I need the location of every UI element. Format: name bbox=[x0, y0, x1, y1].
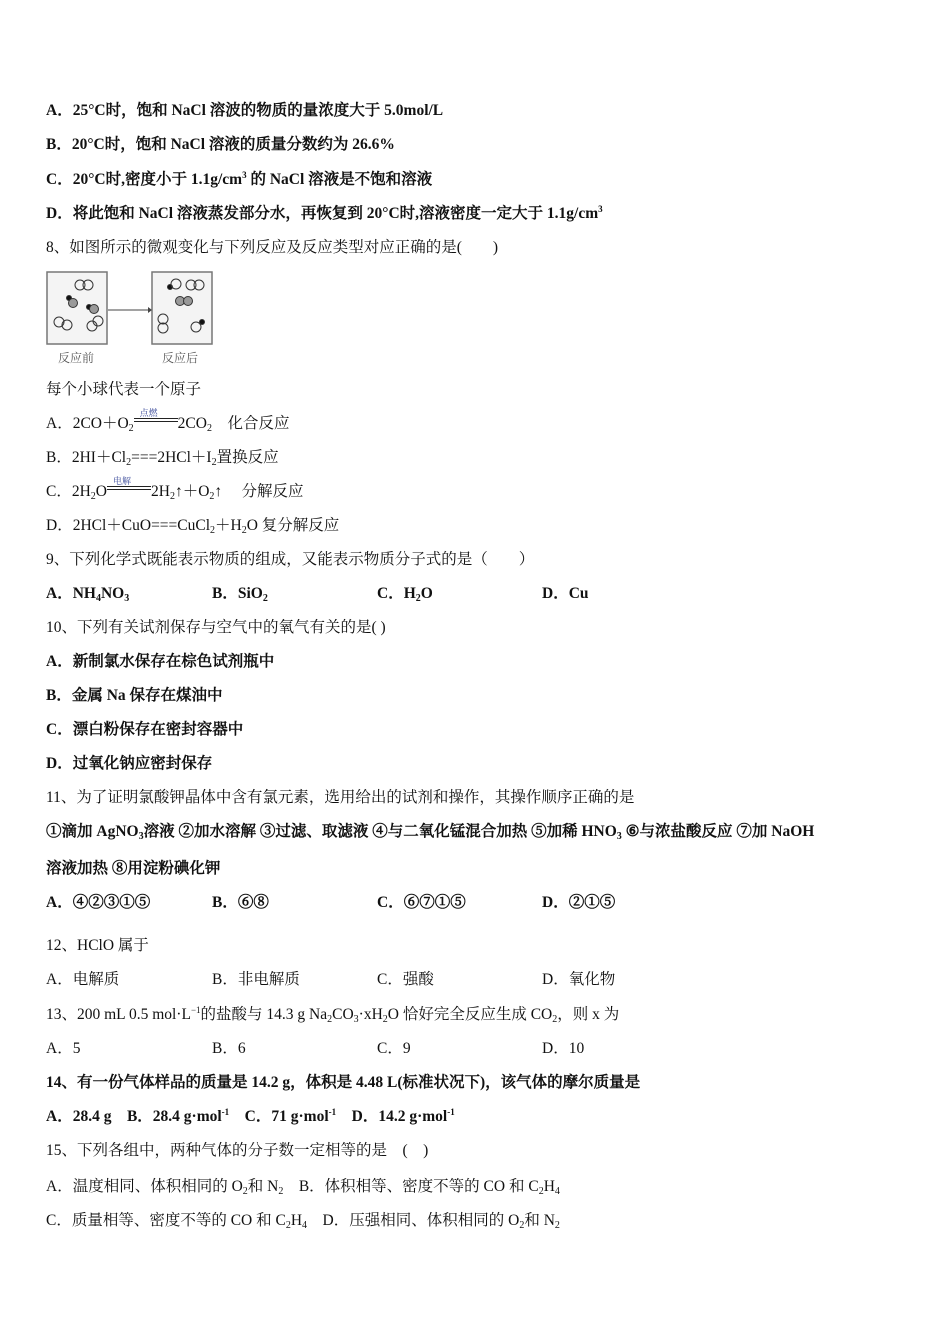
text-segment: ↑＋O bbox=[174, 483, 210, 500]
subscript: 3 bbox=[616, 831, 622, 842]
text-segment: C．9 bbox=[377, 1040, 411, 1057]
text-segment: C．H bbox=[377, 585, 416, 602]
text-segment: A．2CO＋O bbox=[46, 415, 129, 432]
text-segment: O 复分解反应 bbox=[246, 517, 340, 534]
text-segment: 每个小球代表一个原子 bbox=[46, 381, 202, 398]
superscript: -1 bbox=[221, 1107, 230, 1117]
text-line bbox=[46, 1107, 455, 1127]
text-segment: A．④②③①⑤ bbox=[46, 894, 151, 911]
text-line bbox=[46, 1005, 619, 1025]
text-segment: B．体积相等、密度不等的 CO 和 C bbox=[283, 1178, 539, 1195]
after-label: 反应后 bbox=[162, 351, 199, 365]
text-segment: C．⑥⑦①⑤ bbox=[377, 894, 466, 911]
subscript: 2 bbox=[327, 1014, 333, 1025]
superscript: 3 bbox=[242, 170, 247, 180]
superscript: -1 bbox=[447, 1107, 455, 1117]
text-segment: CO bbox=[332, 1006, 354, 1023]
text-segment: A．新制氯水保存在棕色试剂瓶中 bbox=[46, 653, 275, 670]
text-segment: 10、下列有关试剂保存与空气中的氧气有关的是( ) bbox=[46, 619, 386, 636]
text-line bbox=[46, 970, 119, 990]
text-line bbox=[46, 516, 339, 536]
text-line bbox=[46, 409, 290, 434]
text-line bbox=[46, 135, 395, 155]
reaction-condition bbox=[134, 409, 178, 428]
text-line bbox=[46, 720, 243, 740]
subscript: 2 bbox=[519, 1220, 525, 1231]
subscript: 2 bbox=[169, 491, 175, 502]
answer-option bbox=[542, 893, 615, 913]
text-segment: O bbox=[420, 585, 433, 602]
text-segment: D．压强相同、体积相同的 O bbox=[307, 1212, 520, 1229]
subscript: 4 bbox=[95, 593, 101, 604]
subscript: 2 bbox=[285, 1220, 291, 1231]
text-segment: C．71 g·mol bbox=[229, 1108, 329, 1125]
text-line bbox=[46, 618, 386, 638]
text-segment: 溶液 ②加水溶解 ③过滤、取滤液 ④与二氧化锰混合加热 ⑤加稀 HNO bbox=[143, 823, 617, 840]
text-segment: A．5 bbox=[46, 1040, 81, 1057]
text-segment: D．将此饱和 NaCl 溶液蒸发部分水，再恢复到 20°C时,溶液密度一定大于 1.1g/cm bbox=[46, 205, 599, 222]
text-segment: A．25°C时，饱和 NaCl 溶波的物质的量浓度大于 5.0mol/L bbox=[46, 102, 444, 119]
text-line bbox=[46, 859, 220, 879]
answer-option bbox=[212, 893, 269, 913]
text-segment: C．漂白粉保存在密封容器中 bbox=[46, 721, 244, 738]
answer-option bbox=[542, 970, 615, 990]
text-line bbox=[46, 1141, 428, 1161]
text-segment: D．10 bbox=[542, 1040, 585, 1057]
text-segment: C．质量相等、密度不等的 CO 和 C bbox=[46, 1212, 286, 1229]
text-line bbox=[46, 754, 212, 774]
text-line bbox=[46, 477, 304, 502]
condition-label: 电解 bbox=[113, 477, 132, 487]
subscript: 2 bbox=[242, 1186, 248, 1197]
text-segment: O 恰好完全反应生成 CO bbox=[387, 1006, 553, 1023]
subscript: 2 bbox=[128, 423, 134, 434]
equals-sign bbox=[107, 486, 151, 490]
superscript: -1 bbox=[328, 1107, 337, 1117]
text-segment: 13、200 mL 0.5 mol·L bbox=[46, 1006, 191, 1023]
subscript: 2 bbox=[210, 525, 216, 536]
text-segment: B．SiO bbox=[212, 585, 263, 602]
subscript: 2 bbox=[126, 457, 132, 468]
text-segment: 14、有一份气体样品的质量是 14.2 g，体积是 4.48 L(标准状况下)，该气体的摩尔质量是 bbox=[46, 1074, 641, 1091]
text-line bbox=[46, 170, 432, 190]
text-segment: C．20°C时,密度小于 1.1g/cm bbox=[46, 171, 243, 188]
text-segment: B．20°C时，饱和 NaCl 溶液的质量分数约为 26.6% bbox=[46, 136, 395, 153]
text-segment: ，则 x 为 bbox=[557, 1006, 620, 1023]
text-segment: 9、下列化学式既能表示物质的组成，又能表示物质分子式的是（ ） bbox=[46, 551, 535, 568]
answer-option bbox=[212, 1039, 246, 1059]
text-segment: C．2H bbox=[46, 483, 91, 500]
text-line bbox=[46, 101, 443, 121]
text-segment: 15、下列各组中，两种气体的分子数一定相等的是 ( ) bbox=[46, 1142, 429, 1159]
subscript: 2 bbox=[262, 593, 268, 604]
text-segment: 和 N bbox=[247, 1178, 279, 1195]
text-segment: A．电解质 bbox=[46, 971, 120, 988]
text-segment: D．Cu bbox=[542, 585, 589, 602]
arrow-icon bbox=[108, 307, 152, 313]
subscript: 2 bbox=[241, 525, 247, 536]
text-line bbox=[46, 686, 223, 706]
subscript: 4 bbox=[554, 1186, 560, 1197]
answer-option bbox=[377, 893, 466, 913]
answer-option bbox=[542, 584, 589, 604]
subscript: 2 bbox=[206, 423, 212, 434]
text-segment: 置换反应 bbox=[216, 449, 279, 466]
text-segment: 的盐酸与 14.3 g Na bbox=[200, 1006, 328, 1023]
answer-option bbox=[542, 1039, 584, 1059]
text-line bbox=[46, 550, 534, 570]
text-segment: 11、为了证明氯酸钾晶体中含有氯元素，选用给出的试剂和操作，其操作顺序正确的是 bbox=[46, 789, 635, 806]
before-label: 反应前 bbox=[58, 351, 95, 365]
answer-option bbox=[377, 584, 433, 604]
superscript: 3 bbox=[598, 204, 603, 214]
text-segment: ↑ 分解反应 bbox=[214, 483, 304, 500]
superscript: −1 bbox=[190, 1005, 201, 1015]
answer-option bbox=[212, 970, 300, 990]
text-line bbox=[46, 1177, 560, 1197]
text-segment: NO bbox=[100, 585, 125, 602]
reaction-condition bbox=[107, 477, 151, 496]
text-segment: D．氧化物 bbox=[542, 971, 616, 988]
text-line bbox=[46, 936, 149, 956]
text-segment: B．⑥⑧ bbox=[212, 894, 269, 911]
text-segment: ⑥与浓盐酸反应 ⑦加 NaOH bbox=[621, 823, 815, 840]
text-line bbox=[46, 652, 274, 672]
text-segment: B．6 bbox=[212, 1040, 246, 1057]
text-segment: 2H bbox=[151, 483, 170, 500]
reaction-diagram bbox=[46, 270, 216, 368]
text-line bbox=[46, 204, 603, 224]
text-segment: B．非电解质 bbox=[212, 971, 300, 988]
text-segment: O bbox=[95, 483, 107, 500]
text-line bbox=[46, 1211, 560, 1231]
text-segment: B．2HI＋Cl bbox=[46, 449, 127, 466]
text-segment: 溶液加热 ⑧用淀粉碘化钾 bbox=[46, 860, 221, 877]
subscript: 2 bbox=[552, 1014, 558, 1025]
subscript: 2 bbox=[415, 593, 421, 604]
text-segment: ＋H bbox=[215, 517, 242, 534]
text-segment: 和 N bbox=[524, 1212, 555, 1229]
text-segment: 8、如图所示的微观变化与下列反应及反应类型对应正确的是( ) bbox=[46, 239, 499, 256]
subscript: 2 bbox=[538, 1186, 544, 1197]
answer-option bbox=[212, 584, 268, 604]
text-segment: D．②①⑤ bbox=[542, 894, 616, 911]
subscript: 2 bbox=[382, 1014, 388, 1025]
text-line bbox=[46, 448, 279, 468]
text-line bbox=[46, 238, 498, 258]
text-segment: D．过氧化钠应密封保存 bbox=[46, 755, 213, 772]
subscript: 2 bbox=[211, 457, 217, 468]
text-segment: 化合反应 bbox=[211, 415, 290, 432]
text-line bbox=[46, 1039, 80, 1059]
text-segment: 2CO bbox=[177, 415, 207, 432]
text-segment: A．温度相同、体积相同的 O bbox=[46, 1178, 243, 1195]
subscript: 2 bbox=[209, 491, 215, 502]
text-segment: C．强酸 bbox=[377, 971, 434, 988]
answer-option bbox=[377, 1039, 411, 1059]
text-segment: A．NH bbox=[46, 585, 96, 602]
text-segment: ·xH bbox=[358, 1006, 383, 1023]
subscript: 2 bbox=[90, 491, 96, 502]
text-segment: 的 NaCl 溶液是不饱和溶液 bbox=[246, 171, 433, 188]
text-line bbox=[46, 822, 814, 842]
text-segment: H bbox=[290, 1212, 303, 1229]
condition-label: 点燃 bbox=[139, 409, 158, 419]
subscript: 2 bbox=[278, 1186, 284, 1197]
text-segment: 12、HClO 属于 bbox=[46, 937, 149, 954]
text-segment: A．28.4 g B．28.4 g·mol bbox=[46, 1108, 222, 1125]
text-line bbox=[46, 380, 201, 400]
text-segment: ①滴加 AgNO bbox=[46, 823, 139, 840]
subscript: 4 bbox=[302, 1220, 308, 1231]
text-line bbox=[46, 1073, 640, 1093]
subscript: 3 bbox=[124, 593, 130, 604]
answer-option bbox=[377, 970, 434, 990]
text-line bbox=[46, 584, 129, 604]
equals-sign bbox=[134, 418, 178, 422]
subscript: 3 bbox=[138, 831, 144, 842]
text-segment: B．金属 Na 保存在煤油中 bbox=[46, 687, 223, 704]
text-segment: H bbox=[543, 1178, 555, 1195]
subscript: 3 bbox=[353, 1014, 359, 1025]
text-segment: D．2HCl＋CuO===CuCl bbox=[46, 517, 211, 534]
text-line bbox=[46, 893, 150, 913]
text-segment: D．14.2 g·mol bbox=[336, 1108, 448, 1125]
text-segment: ===2HCl＋I bbox=[131, 449, 212, 466]
text-line bbox=[46, 788, 634, 808]
subscript: 2 bbox=[554, 1220, 560, 1231]
